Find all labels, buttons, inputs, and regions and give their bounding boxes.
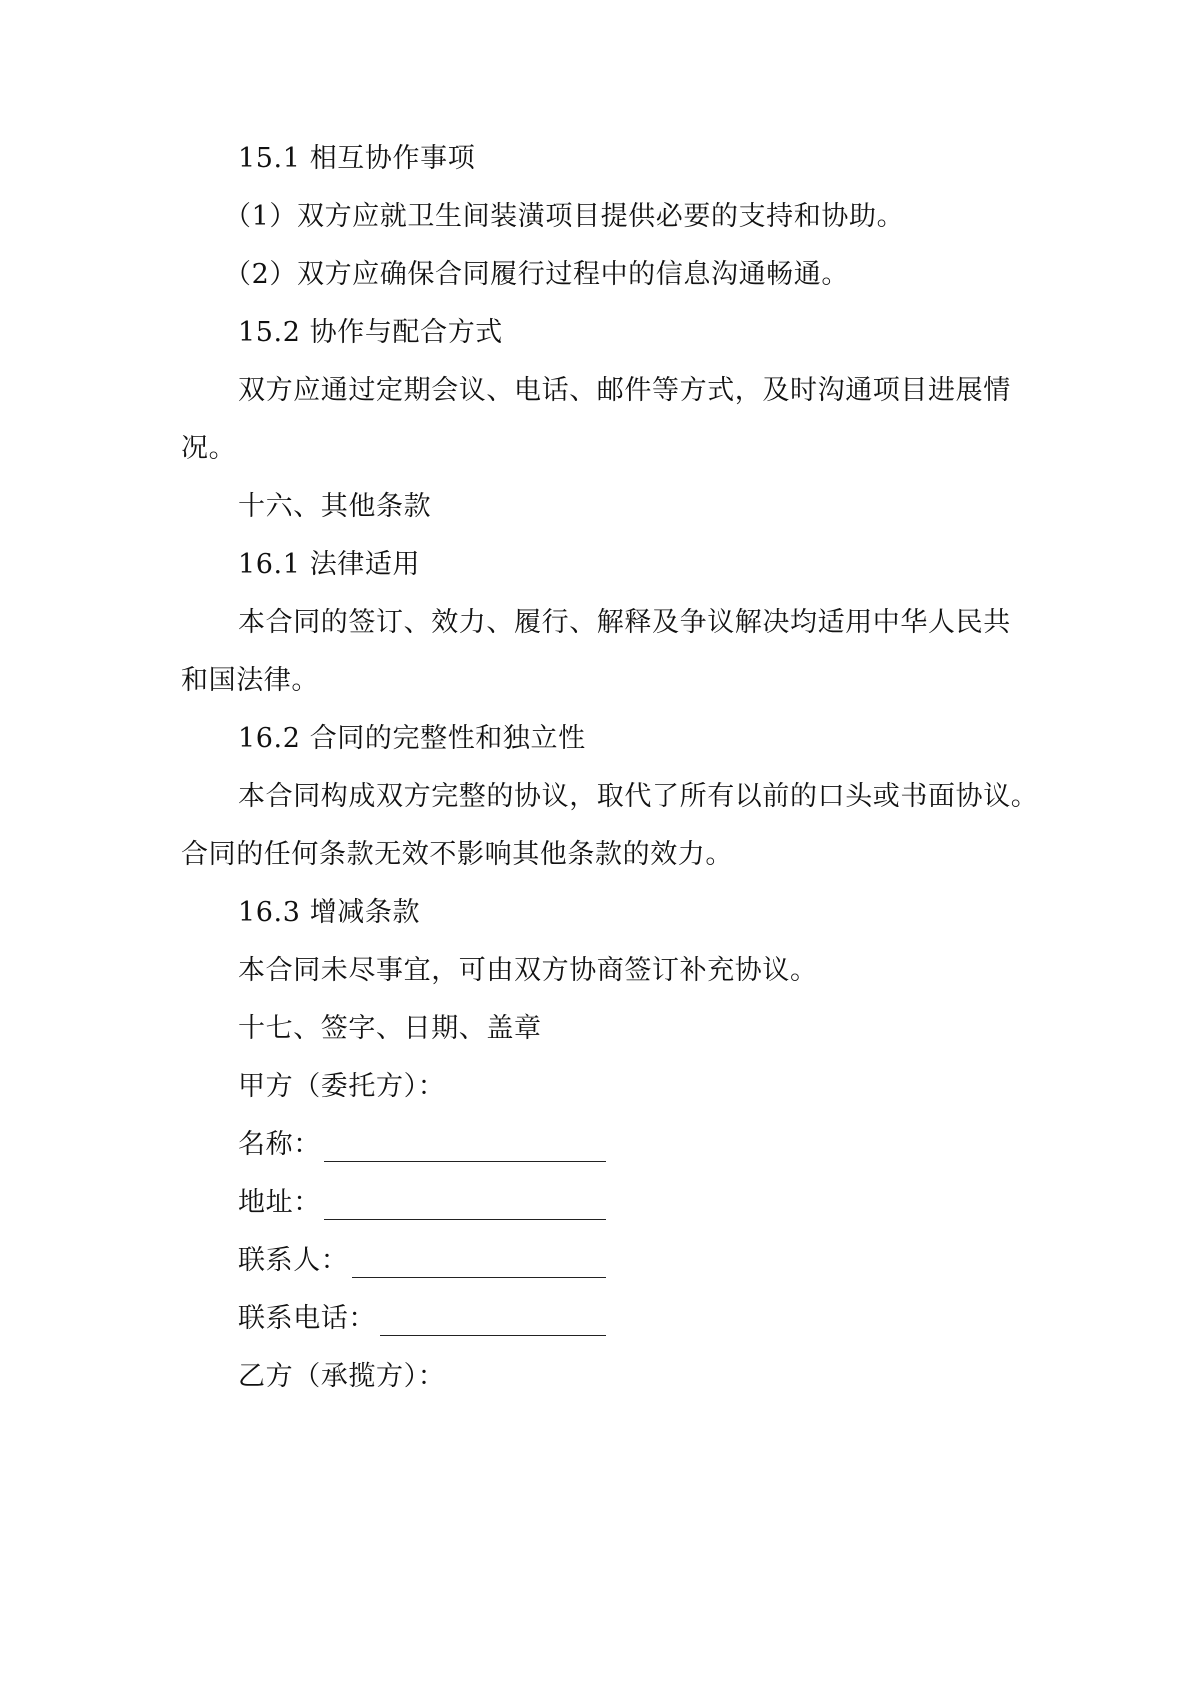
party-a-heading: 甲方（委托方）：	[238, 1071, 446, 1102]
section-15-2-paragraph-line-1: 双方应通过定期会议、电话、邮件等方式，及时沟通项目进展情	[238, 375, 1011, 406]
section-15-2-heading: 15.2 协作与配合方式	[238, 317, 503, 348]
party-a-phone-field[interactable]	[380, 1335, 606, 1336]
section-15-1-heading: 15.1 相互协作事项	[238, 143, 476, 174]
party-a-phone-label: 联系电话：	[238, 1303, 376, 1334]
section-15-1-item-2: （2）双方应确保合同履行过程中的信息沟通畅通。	[224, 259, 849, 290]
section-16-2-paragraph-line-2: 合同的任何条款无效不影响其他条款的效力。	[181, 839, 733, 870]
section-16-2-heading: 16.2 合同的完整性和独立性	[238, 723, 586, 754]
section-16-1-paragraph-line-2: 和国法律。	[181, 665, 319, 696]
chapter-16-heading: 十六、其他条款	[238, 491, 432, 522]
party-a-name-label: 名称：	[238, 1129, 321, 1160]
section-16-2-paragraph-line-1: 本合同构成双方完整的协议，取代了所有以前的口头或书面协议。	[238, 781, 1039, 812]
party-a-name-field[interactable]	[324, 1161, 606, 1162]
chapter-17-heading: 十七、签字、日期、盖章	[238, 1013, 542, 1044]
party-a-contact-label: 联系人：	[238, 1245, 349, 1276]
section-15-1-item-1: （1）双方应就卫生间装潢项目提供必要的支持和协助。	[224, 201, 905, 232]
section-16-3-heading: 16.3 增减条款	[238, 897, 421, 928]
section-16-3-paragraph: 本合同未尽事宜，可由双方协商签订补充协议。	[238, 955, 818, 986]
section-16-1-paragraph-line-1: 本合同的签订、效力、履行、解释及争议解决均适用中华人民共	[238, 607, 1011, 638]
section-15-2-paragraph-line-2: 况。	[181, 433, 237, 464]
party-a-address-label: 地址：	[238, 1187, 321, 1218]
party-a-address-field[interactable]	[324, 1219, 606, 1220]
party-b-heading: 乙方（承揽方）：	[238, 1361, 446, 1392]
section-16-1-heading: 16.1 法律适用	[238, 549, 421, 580]
party-a-contact-field[interactable]	[352, 1277, 606, 1278]
